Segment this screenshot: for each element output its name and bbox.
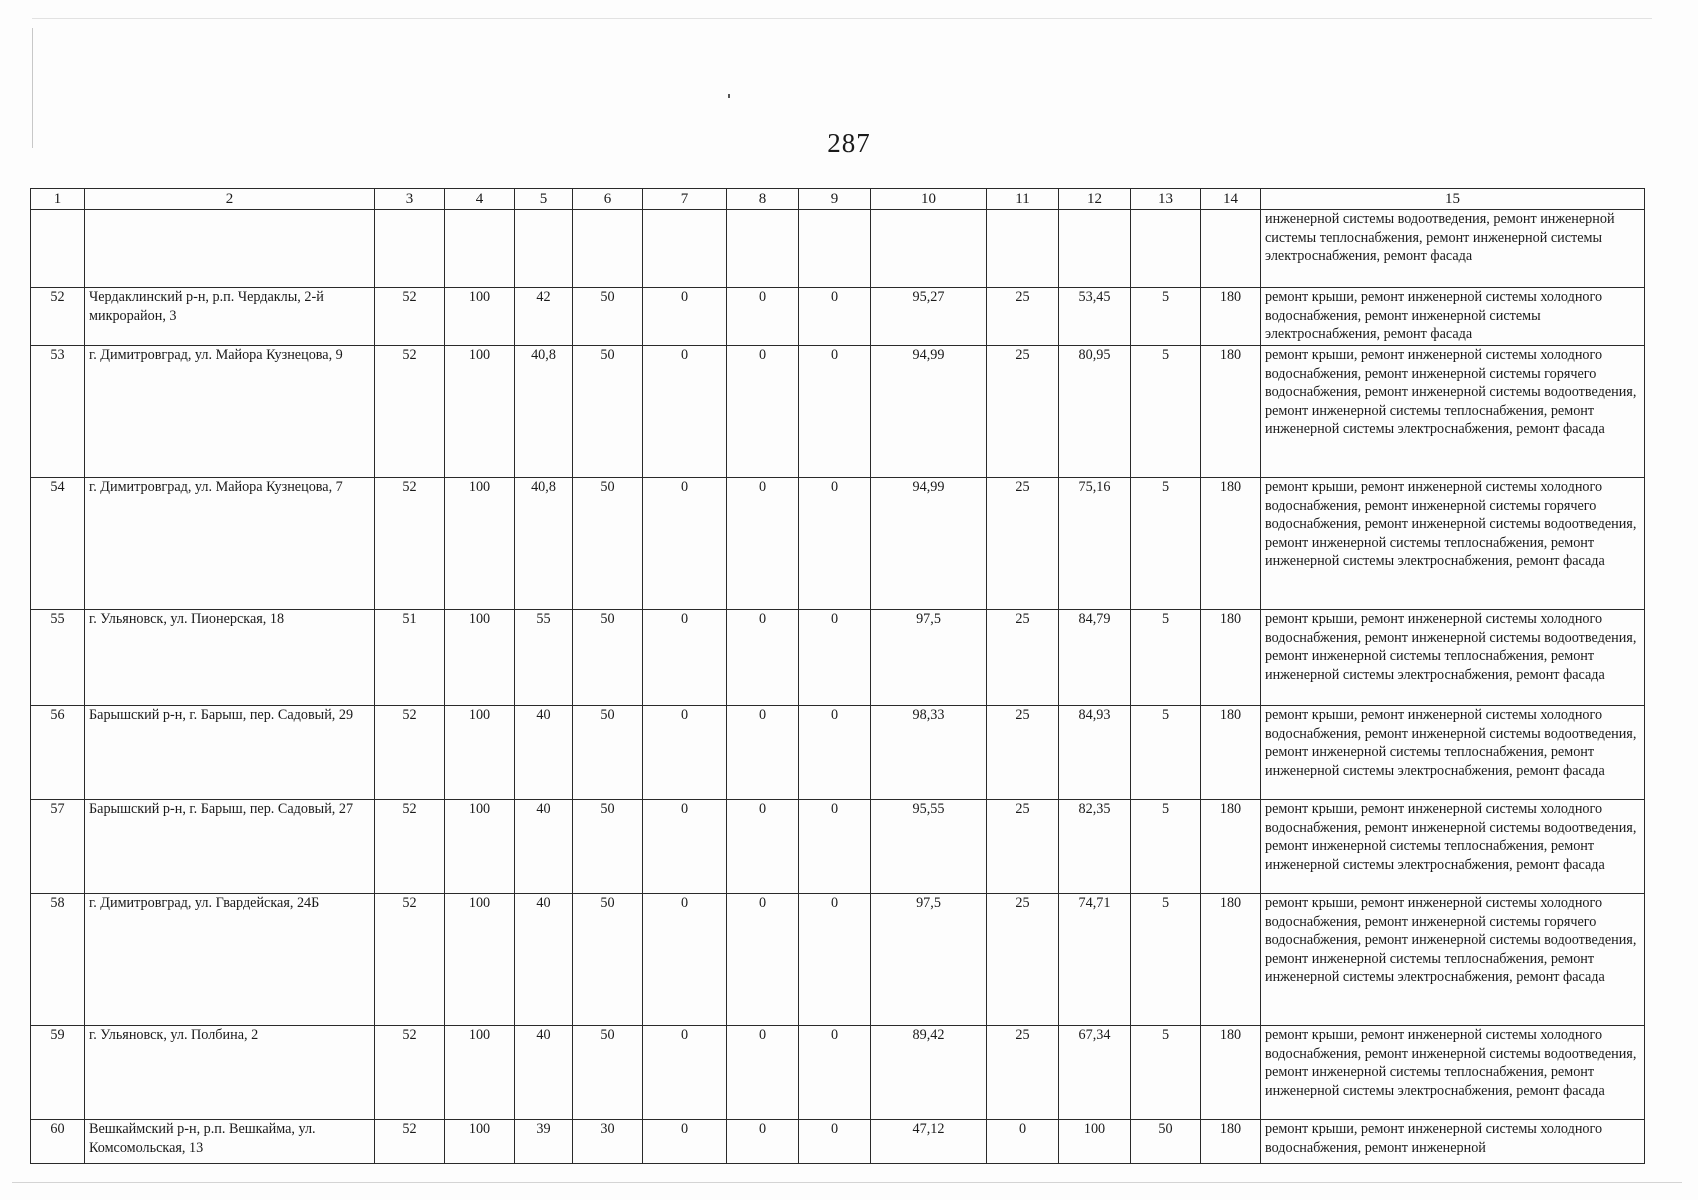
address-cell: Барышский р-н, г. Барыш, пер. Садовый, 27	[85, 800, 375, 894]
cell	[31, 210, 85, 288]
col8-cell: 0	[727, 346, 799, 478]
cell	[1059, 210, 1131, 288]
col4-cell: 100	[445, 1120, 515, 1164]
col-header-3: 3	[375, 189, 445, 210]
work-list-cell: ремонт крыши, ремонт инженерной системы холодного водоснабжения, ремонт инженерной системы горячего водоснабжения, ремонт инженерной системы водоотведения, ремонт инженерной системы теплоснабжения, ремонт инженерной системы электроснабжения, ремонт фасада	[1261, 894, 1645, 1026]
col11-cell: 25	[987, 288, 1059, 346]
work-list-cell: ремонт крыши, ремонт инженерной системы холодного водоснабжения, ремонт инженерной системы горячего водоснабжения, ремонт инженерной системы водоотведения, ремонт инженерной системы теплоснабжения, ремонт инженерной системы электроснабжения, ремонт фасада	[1261, 478, 1645, 610]
col14-cell: 180	[1201, 800, 1261, 894]
col6-cell: 50	[573, 894, 643, 1026]
col6-cell: 50	[573, 800, 643, 894]
col9-cell: 0	[799, 800, 871, 894]
col3-cell: 52	[375, 1120, 445, 1164]
col3-cell: 52	[375, 478, 445, 610]
col5-cell: 40	[515, 800, 573, 894]
work-list-cell: ремонт крыши, ремонт инженерной системы холодного водоснабжения, ремонт инженерной системы электроснабжения, ремонт фасада	[1261, 288, 1645, 346]
table-row	[31, 1120, 1645, 1164]
col3-cell: 52	[375, 800, 445, 894]
col13-cell: 5	[1131, 478, 1201, 610]
row-number-cell: 58	[31, 894, 85, 1026]
table-row	[31, 346, 1645, 478]
col12-cell: 53,45	[1059, 288, 1131, 346]
work-list-cell: ремонт крыши, ремонт инженерной системы холодного водоснабжения, ремонт инженерной системы водоотведения, ремонт инженерной системы теплоснабжения, ремонт инженерной системы электроснабжения, ремонт фасада	[1261, 706, 1645, 800]
cell	[85, 210, 375, 288]
col12-cell: 84,93	[1059, 706, 1131, 800]
col7-cell: 0	[643, 800, 727, 894]
col-header-9: 9	[799, 189, 871, 210]
col9-cell: 0	[799, 288, 871, 346]
cell	[375, 210, 445, 288]
col13-cell: 5	[1131, 610, 1201, 706]
col8-cell: 0	[727, 288, 799, 346]
col5-cell: 40,8	[515, 478, 573, 610]
scan-edge-top	[32, 18, 1652, 19]
work-list-cell: ремонт крыши, ремонт инженерной системы холодного водоснабжения, ремонт инженерной системы горячего водоснабжения, ремонт инженерной системы водоотведения, ремонт инженерной системы теплоснабжения, ремонт инженерной системы электроснабжения, ремонт фасада	[1261, 346, 1645, 478]
col3-cell: 51	[375, 610, 445, 706]
col5-cell: 40	[515, 894, 573, 1026]
col8-cell: 0	[727, 894, 799, 1026]
address-cell: Барышский р-н, г. Барыш, пер. Садовый, 29	[85, 706, 375, 800]
table-row	[31, 610, 1645, 706]
cell	[515, 210, 573, 288]
col10-cell: 97,5	[871, 610, 987, 706]
row-number-cell: 55	[31, 610, 85, 706]
table-row	[31, 894, 1645, 1026]
scan-speck	[728, 94, 730, 98]
col3-cell: 52	[375, 1026, 445, 1120]
col10-cell: 47,12	[871, 1120, 987, 1164]
col11-cell: 25	[987, 894, 1059, 1026]
col12-cell: 80,95	[1059, 346, 1131, 478]
col14-cell: 180	[1201, 1120, 1261, 1164]
col4-cell: 100	[445, 800, 515, 894]
repair-program-table	[30, 188, 1645, 1164]
col13-cell: 5	[1131, 706, 1201, 800]
work-list-cell: ремонт крыши, ремонт инженерной системы холодного водоснабжения, ремонт инженерной системы водоотведения, ремонт инженерной системы теплоснабжения, ремонт инженерной системы электроснабжения, ремонт фасада	[1261, 800, 1645, 894]
cell	[871, 210, 987, 288]
col10-cell: 94,99	[871, 478, 987, 610]
col3-cell: 52	[375, 346, 445, 478]
col10-cell: 95,55	[871, 800, 987, 894]
col11-cell: 25	[987, 610, 1059, 706]
col4-cell: 100	[445, 288, 515, 346]
col7-cell: 0	[643, 1120, 727, 1164]
col14-cell: 180	[1201, 288, 1261, 346]
col5-cell: 55	[515, 610, 573, 706]
col12-cell: 67,34	[1059, 1026, 1131, 1120]
col6-cell: 50	[573, 288, 643, 346]
cell	[727, 210, 799, 288]
col14-cell: 180	[1201, 610, 1261, 706]
col-header-15: 15	[1261, 189, 1645, 210]
col-header-2: 2	[85, 189, 375, 210]
col10-cell: 95,27	[871, 288, 987, 346]
col8-cell: 0	[727, 800, 799, 894]
col8-cell: 0	[727, 1120, 799, 1164]
col-header-14: 14	[1201, 189, 1261, 210]
col5-cell: 40	[515, 706, 573, 800]
col12-cell: 84,79	[1059, 610, 1131, 706]
table-row	[31, 288, 1645, 346]
col7-cell: 0	[643, 894, 727, 1026]
address-cell: г. Димитровград, ул. Гвардейская, 24Б	[85, 894, 375, 1026]
work-list-cell: ремонт крыши, ремонт инженерной системы холодного водоснабжения, ремонт инженерной системы водоотведения, ремонт инженерной системы теплоснабжения, ремонт инженерной системы электроснабжения, ремонт фасада	[1261, 610, 1645, 706]
col14-cell: 180	[1201, 478, 1261, 610]
row-number-cell: 52	[31, 288, 85, 346]
col7-cell: 0	[643, 610, 727, 706]
address-cell: г. Ульяновск, ул. Полбина, 2	[85, 1026, 375, 1120]
cell	[643, 210, 727, 288]
col11-cell: 25	[987, 1026, 1059, 1120]
col-header-7: 7	[643, 189, 727, 210]
col8-cell: 0	[727, 610, 799, 706]
col-header-10: 10	[871, 189, 987, 210]
col14-cell: 180	[1201, 346, 1261, 478]
row-number-cell: 53	[31, 346, 85, 478]
col7-cell: 0	[643, 1026, 727, 1120]
col11-cell: 25	[987, 478, 1059, 610]
column-number-row	[31, 189, 1645, 210]
col-header-6: 6	[573, 189, 643, 210]
col9-cell: 0	[799, 706, 871, 800]
col-header-1: 1	[31, 189, 85, 210]
scan-edge-bottom	[12, 1182, 1682, 1183]
col9-cell: 0	[799, 894, 871, 1026]
col5-cell: 42	[515, 288, 573, 346]
col13-cell: 5	[1131, 1026, 1201, 1120]
address-cell: г. Ульяновск, ул. Пионерская, 18	[85, 610, 375, 706]
col4-cell: 100	[445, 610, 515, 706]
col4-cell: 100	[445, 894, 515, 1026]
col13-cell: 50	[1131, 1120, 1201, 1164]
col6-cell: 50	[573, 706, 643, 800]
col10-cell: 94,99	[871, 346, 987, 478]
col10-cell: 97,5	[871, 894, 987, 1026]
address-cell: Чердаклинский р-н, р.п. Чердаклы, 2-й микрорайон, 3	[85, 288, 375, 346]
cell	[987, 210, 1059, 288]
address-cell: г. Димитровград, ул. Майора Кузнецова, 7	[85, 478, 375, 610]
col7-cell: 0	[643, 706, 727, 800]
col11-cell: 25	[987, 706, 1059, 800]
col3-cell: 52	[375, 288, 445, 346]
col7-cell: 0	[643, 478, 727, 610]
col12-cell: 82,35	[1059, 800, 1131, 894]
col9-cell: 0	[799, 346, 871, 478]
row-number-cell: 59	[31, 1026, 85, 1120]
col14-cell: 180	[1201, 894, 1261, 1026]
col9-cell: 0	[799, 1120, 871, 1164]
col-header-13: 13	[1131, 189, 1201, 210]
col10-cell: 89,42	[871, 1026, 987, 1120]
table-row	[31, 1026, 1645, 1120]
col13-cell: 5	[1131, 346, 1201, 478]
col-header-12: 12	[1059, 189, 1131, 210]
col8-cell: 0	[727, 1026, 799, 1120]
row-number-cell: 57	[31, 800, 85, 894]
cell	[1131, 210, 1201, 288]
cell	[1201, 210, 1261, 288]
col9-cell: 0	[799, 478, 871, 610]
col3-cell: 52	[375, 894, 445, 1026]
row-number-cell: 54	[31, 478, 85, 610]
col4-cell: 100	[445, 346, 515, 478]
row-number-cell: 56	[31, 706, 85, 800]
col14-cell: 180	[1201, 1026, 1261, 1120]
col4-cell: 100	[445, 478, 515, 610]
col10-cell: 98,33	[871, 706, 987, 800]
work-list-cell: ремонт крыши, ремонт инженерной системы холодного водоснабжения, ремонт инженерной системы водоотведения, ремонт инженерной системы теплоснабжения, ремонт инженерной системы электроснабжения, ремонт фасада	[1261, 1026, 1645, 1120]
work-list-cell: ремонт крыши, ремонт инженерной системы холодного водоснабжения, ремонт инженерной	[1261, 1120, 1645, 1164]
col3-cell: 52	[375, 706, 445, 800]
table-row	[31, 706, 1645, 800]
col9-cell: 0	[799, 1026, 871, 1120]
cell	[799, 210, 871, 288]
col14-cell: 180	[1201, 706, 1261, 800]
col11-cell: 0	[987, 1120, 1059, 1164]
row-number-cell: 60	[31, 1120, 85, 1164]
table-row	[31, 800, 1645, 894]
col5-cell: 40	[515, 1026, 573, 1120]
cell	[445, 210, 515, 288]
address-cell: Вешкаймский р-н, р.п. Вешкайма, ул. Комсомольская, 13	[85, 1120, 375, 1164]
col-header-11: 11	[987, 189, 1059, 210]
col12-cell: 75,16	[1059, 478, 1131, 610]
col8-cell: 0	[727, 706, 799, 800]
col6-cell: 50	[573, 610, 643, 706]
col6-cell: 30	[573, 1120, 643, 1164]
col6-cell: 50	[573, 1026, 643, 1120]
col4-cell: 100	[445, 706, 515, 800]
col5-cell: 40,8	[515, 346, 573, 478]
col12-cell: 74,71	[1059, 894, 1131, 1026]
work-list-cell: инженерной системы водоотведения, ремонт инженерной системы теплоснабжения, ремонт инженерной системы электроснабжения, ремонт фасада	[1261, 210, 1645, 288]
cell	[573, 210, 643, 288]
col-header-4: 4	[445, 189, 515, 210]
col6-cell: 50	[573, 346, 643, 478]
col7-cell: 0	[643, 346, 727, 478]
col7-cell: 0	[643, 288, 727, 346]
col9-cell: 0	[799, 610, 871, 706]
col13-cell: 5	[1131, 800, 1201, 894]
continuation-row	[31, 210, 1645, 288]
col13-cell: 5	[1131, 288, 1201, 346]
col-header-8: 8	[727, 189, 799, 210]
col6-cell: 50	[573, 478, 643, 610]
col4-cell: 100	[445, 1026, 515, 1120]
address-cell: г. Димитровград, ул. Майора Кузнецова, 9	[85, 346, 375, 478]
col-header-5: 5	[515, 189, 573, 210]
col13-cell: 5	[1131, 894, 1201, 1026]
col11-cell: 25	[987, 346, 1059, 478]
table-row	[31, 478, 1645, 610]
col12-cell: 100	[1059, 1120, 1131, 1164]
col5-cell: 39	[515, 1120, 573, 1164]
col11-cell: 25	[987, 800, 1059, 894]
page-number: 287	[827, 128, 871, 158]
col8-cell: 0	[727, 478, 799, 610]
